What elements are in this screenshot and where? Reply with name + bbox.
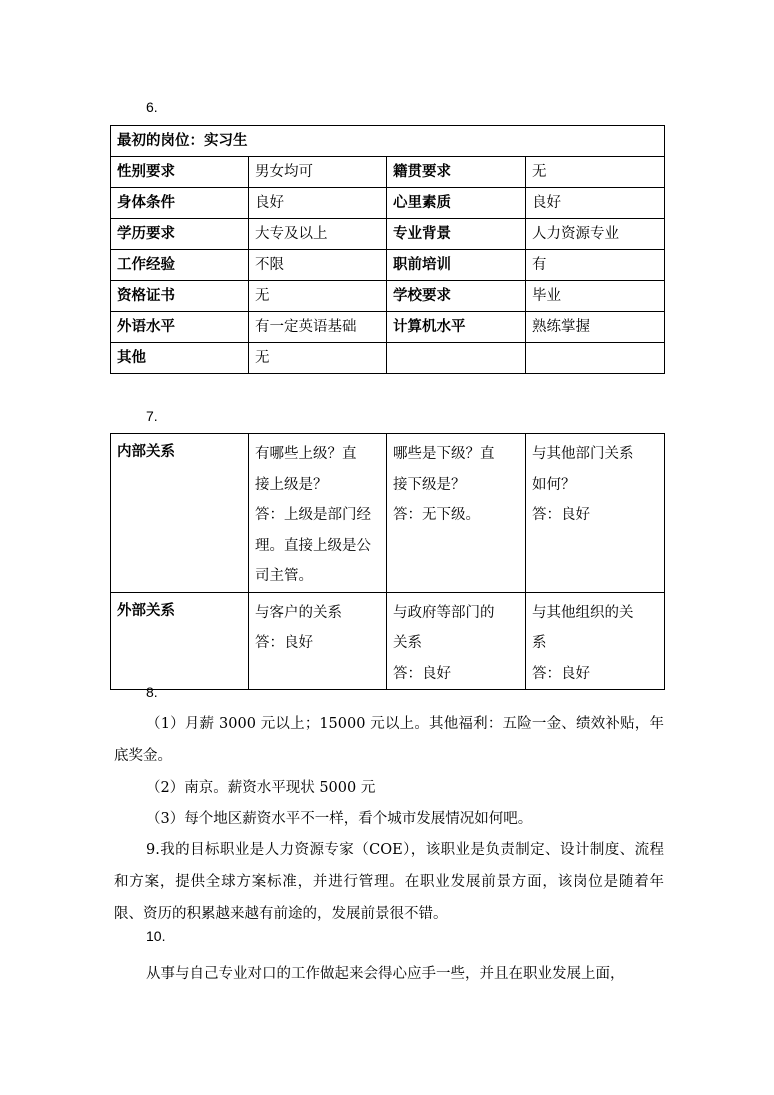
cell-text-line: 答：良好 xyxy=(532,665,590,682)
salary-paragraph: （1）月薪 3000 元以上；15000 元以上。其他福利：五险一金、绩效补贴，年底奖金。 xyxy=(114,716,664,764)
requirement-value: 人力资源专业 xyxy=(526,219,665,250)
table-row xyxy=(111,188,665,219)
regional-paragraph: （3）每个地区薪资水平不一样，看个城市发展情况如何吧。 xyxy=(146,811,533,827)
cell-text-line: 哪些是下级？直 xyxy=(393,446,495,462)
requirement-value: 无 xyxy=(249,281,387,312)
table-title: 最初的岗位：实习生 xyxy=(111,126,665,157)
table-row xyxy=(111,312,665,343)
section-6-number: 6. xyxy=(146,99,158,115)
external-label: 外部关系 xyxy=(111,592,249,690)
requirement-label: 资格证书 xyxy=(111,281,249,312)
requirement-value: 良好 xyxy=(526,188,665,219)
cell-text-line: 司主管。 xyxy=(255,568,313,584)
table-row xyxy=(111,343,665,374)
requirement-value: 无 xyxy=(526,157,665,188)
target-career-paragraph: 9.我的目标职业是人力资源专家（COE），该职业是负责制定、设计制度、流程和方案，提供全球方案标准，并进行管理。在职业发展前景方面，该岗位是随着年限、资历的积累越来越有前途的，发展前景很不错。 xyxy=(114,842,664,922)
requirement-label: 职前培训 xyxy=(387,250,526,281)
requirement-label: 性别要求 xyxy=(111,157,249,188)
cell-text-line: 答：无下级。 xyxy=(393,507,480,523)
requirement-label: 学校要求 xyxy=(387,281,526,312)
requirement-value: 大专及以上 xyxy=(249,219,387,250)
location-paragraph: （2）南京。薪资水平现状 5000 元 xyxy=(146,780,376,796)
cell-text-line: 与政府等部门的 xyxy=(393,604,495,621)
cell-text-line: 与客户的关系 xyxy=(255,604,342,621)
requirement-value: 毕业 xyxy=(526,281,665,312)
relationships-table xyxy=(110,433,665,690)
cell-text-line: 与其他部门关系 xyxy=(532,446,634,462)
requirement-label: 学历要求 xyxy=(111,219,249,250)
cell-text-line: 接上级是？ xyxy=(255,476,328,493)
cell-text-line: 答：良好 xyxy=(532,507,590,523)
cell-text-line: 如何？ xyxy=(532,476,576,493)
cell-text-line: 关系 xyxy=(393,635,422,651)
table-row xyxy=(111,281,665,312)
requirement-label: 专业背景 xyxy=(387,219,526,250)
requirement-label xyxy=(387,343,526,374)
requirement-value: 熟练掌握 xyxy=(526,312,665,343)
requirement-value: 无 xyxy=(249,343,387,374)
requirement-value: 男女均可 xyxy=(249,157,387,188)
job-requirements-table xyxy=(110,125,665,374)
external-government-cell xyxy=(387,592,526,690)
requirement-value: 不限 xyxy=(249,250,387,281)
internal-relations-row xyxy=(111,434,665,593)
requirement-label: 外语水平 xyxy=(111,312,249,343)
section-8-number: 8. xyxy=(146,684,158,700)
requirement-label: 心里素质 xyxy=(387,188,526,219)
table-title-row xyxy=(111,126,665,157)
requirements-rows xyxy=(111,157,665,374)
requirement-label: 计算机水平 xyxy=(387,312,526,343)
section-10-number: 10. xyxy=(146,928,166,944)
section-10-paragraph: 从事与自己专业对口的工作做起来会得心应手一些，并且在职业发展上面， xyxy=(146,966,625,982)
requirement-value: 有 xyxy=(526,250,665,281)
internal-label: 内部关系 xyxy=(111,434,249,593)
requirement-value: 良好 xyxy=(249,188,387,219)
cell-text-line: 答：良好 xyxy=(255,635,313,651)
cell-text-line: 理。直接上级是公 xyxy=(255,537,371,554)
external-organization-cell xyxy=(526,592,665,690)
table-row xyxy=(111,157,665,188)
internal-superior-cell xyxy=(249,434,387,593)
internal-subordinate-cell xyxy=(387,434,526,593)
cell-text-line: 答：上级是部门经 xyxy=(255,507,371,523)
requirement-label: 身体条件 xyxy=(111,188,249,219)
cell-text-line: 有哪些上级？直 xyxy=(255,446,357,462)
cell-text-line: 接下级是？ xyxy=(393,476,466,493)
section-7-number: 7. xyxy=(146,408,158,424)
external-relations-row xyxy=(111,592,665,690)
external-client-cell xyxy=(249,592,387,690)
internal-department-cell xyxy=(526,434,665,593)
cell-text-line: 答：良好 xyxy=(393,665,451,682)
requirement-label: 其他 xyxy=(111,343,249,374)
table-row xyxy=(111,250,665,281)
requirement-value: 有一定英语基础 xyxy=(249,312,387,343)
requirement-label: 籍贯要求 xyxy=(387,157,526,188)
requirement-label: 工作经验 xyxy=(111,250,249,281)
requirement-value xyxy=(526,343,665,374)
cell-text-line: 与其他组织的关 xyxy=(532,604,634,621)
cell-text-line: 系 xyxy=(532,635,547,651)
table-row xyxy=(111,219,665,250)
